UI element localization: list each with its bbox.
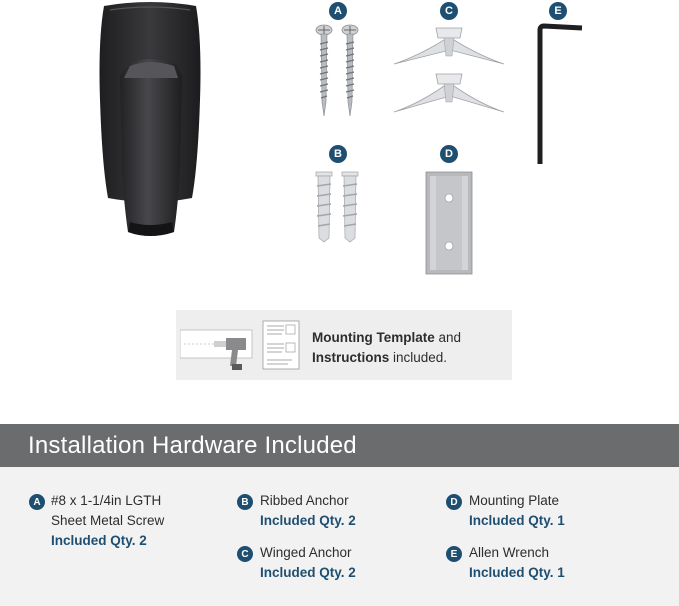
badge-e: E <box>549 2 567 20</box>
section-banner <box>0 424 679 467</box>
list-item-screw: #8 x 1-1/4in LGTH Sheet Metal Screw Included Qty. 2 <box>51 493 165 548</box>
list-item-allen-wrench: Allen Wrench Included Qty. 1 <box>469 545 565 580</box>
drill-template-icon <box>180 324 260 374</box>
list-item-ribbed-anchor: Ribbed Anchor Included Qty. 2 <box>260 493 356 528</box>
badge-d: D <box>440 145 458 163</box>
badge-a: A <box>329 2 347 20</box>
list-badge-a: A <box>29 494 45 510</box>
robe-hook-image <box>90 0 210 245</box>
list-item-mounting-plate: Mounting Plate Included Qty. 1 <box>469 493 565 528</box>
section-title: Installation Hardware Included <box>28 432 357 459</box>
template-note: Mounting Template and Instructions included. <box>312 330 462 365</box>
winged-anchor-image <box>388 26 510 122</box>
list-badge-d: D <box>446 494 462 510</box>
list-badge-c: C <box>237 546 253 562</box>
allen-wrench-image <box>528 22 588 168</box>
badge-b: B <box>329 145 347 163</box>
list-badge-e: E <box>446 546 462 562</box>
hardware-list <box>0 467 679 606</box>
mounting-plate-image <box>422 168 476 278</box>
mounting-template-panel <box>176 310 512 380</box>
list-item-winged-anchor: Winged Anchor Included Qty. 2 <box>260 545 356 580</box>
ribbed-anchor-image <box>310 168 366 244</box>
list-badge-b: B <box>237 494 253 510</box>
screw-image <box>310 24 366 120</box>
badge-c: C <box>440 2 458 20</box>
instructions-sheet-icon <box>262 320 300 370</box>
